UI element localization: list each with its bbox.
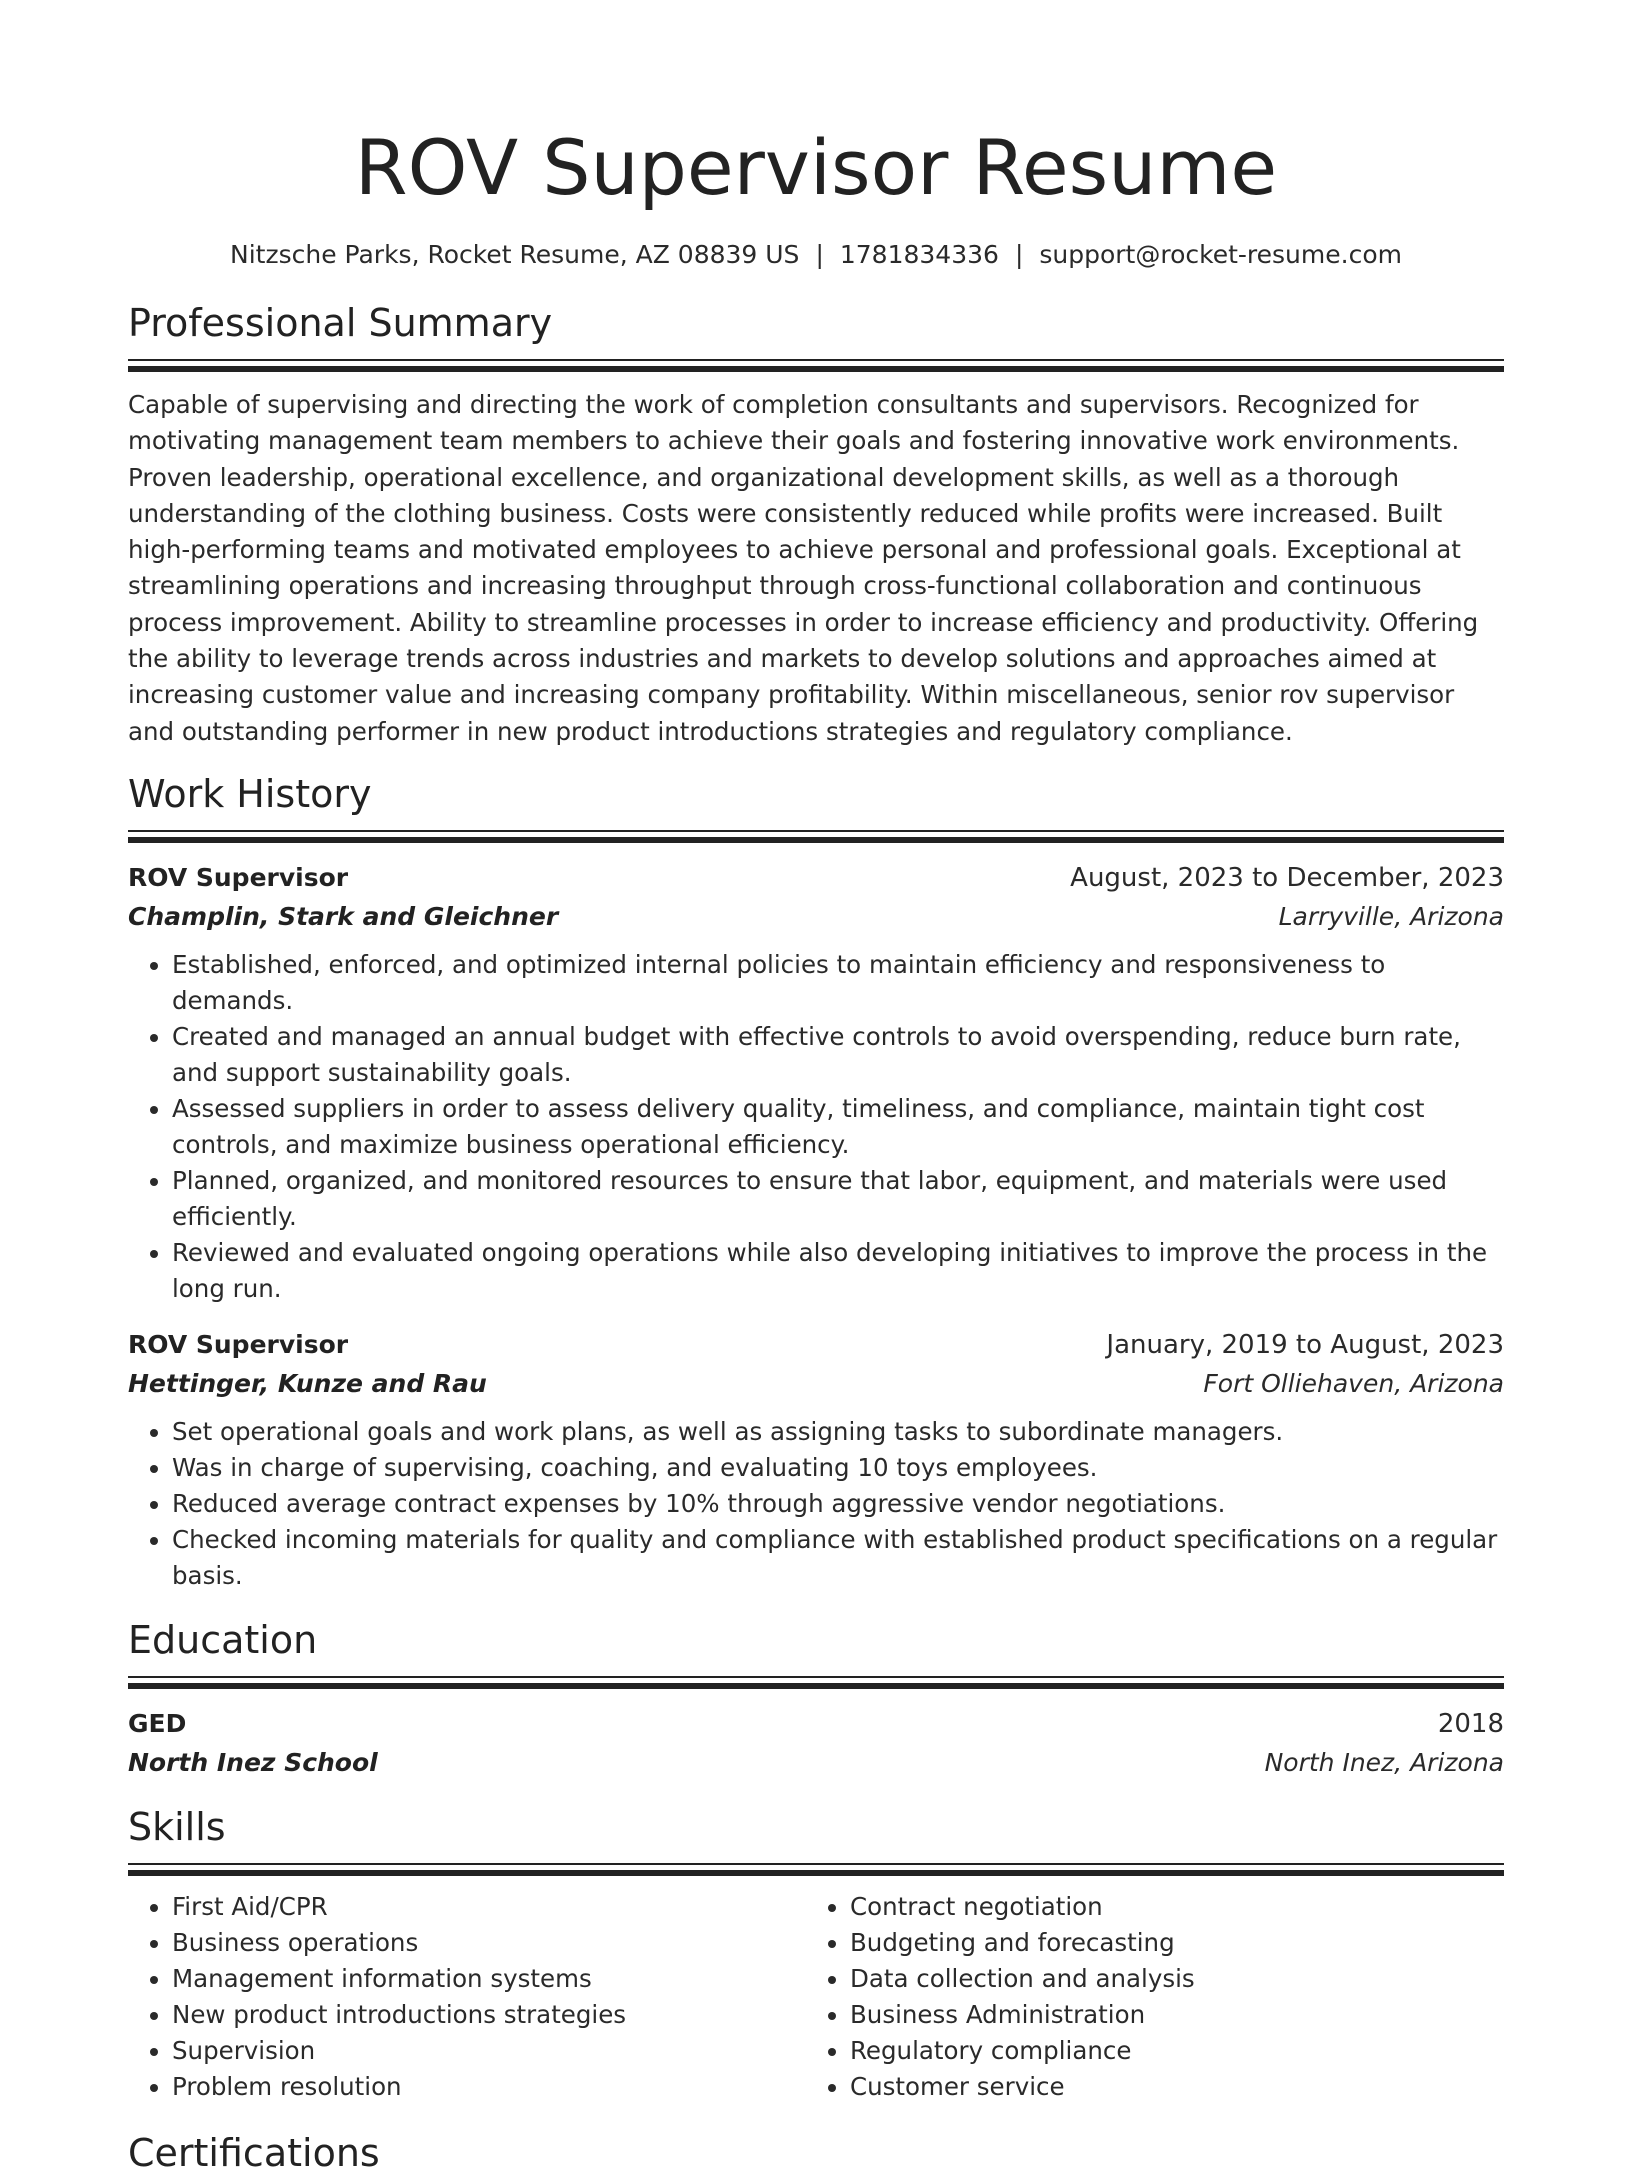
skill-item: • New product introductions strategies — [172, 1997, 806, 2033]
list-item: • Assessed suppliers in order to assess delivery quality, timeliness, and compliance, maintain tight cost controls, and maximize business operational efficiency. — [172, 1091, 1504, 1163]
list-item: • Set operational goals and work plans, as well as assigning tasks to subordinate managers. — [172, 1414, 1504, 1450]
job-title: ROV Supervisor — [128, 1329, 349, 1359]
job-entry — [128, 860, 1504, 1307]
list-item: • Reviewed and evaluated ongoing operations while also developing initiatives to improve the process in the long run. — [172, 1235, 1504, 1307]
job-location: Larryville, Arizona — [1278, 901, 1504, 931]
job-dates: August, 2023 to December, 2023 — [1070, 862, 1504, 893]
section-heading: Professional Summary — [128, 301, 553, 345]
skill-item: • Contract negotiation — [850, 1889, 1484, 1925]
skill-item: • Regulatory compliance — [850, 2033, 1484, 2069]
list-item: • Established, enforced, and optimized internal policies to maintain efficiency and responsiveness to demands. — [172, 947, 1504, 1019]
job-dates: January, 2019 to August, 2023 — [1106, 1329, 1504, 1360]
company-name: Hettinger, Kunze and Rau — [128, 1368, 487, 1398]
skills-column-left — [128, 1889, 806, 2105]
school-location: North Inez, Arizona — [1264, 1747, 1504, 1777]
section-heading: Skills — [128, 1804, 226, 1849]
skills-section — [128, 1803, 1504, 2105]
skill-item: • Budgeting and forecasting — [850, 1925, 1484, 1961]
graduation-year: 2018 — [1437, 1708, 1504, 1739]
contact-address: Nitzsche Parks, Rocket Resume, AZ 08839 US — [230, 240, 800, 269]
skill-item: • Business Administration — [850, 1997, 1484, 2033]
skills-grid — [128, 1889, 1504, 2105]
company-name: Champlin, Stark and Gleichner — [128, 901, 559, 931]
summary-text: Capable of supervising and directing the work of completion consultants and supervisors. Recognized for motivating management team members to achieve their goals and fostering innovative work environments. Proven leadership, operational excellence, and organizational development skills, as well as a thorough understanding of the clothing business. Costs were consistently reduced while profits were increased. Built high-performing teams and motivated employees to achieve personal and professional goals. Exceptional at streamlining operations and increasing throughput through cross-functional collaboration and continuous process improvement. Ability to streamline processes in order to increase efficiency and productivity. Offering the ability to leverage trends across industries and markets to develop solutions and approaches aimed at increasing customer value and increasing company profitability. Within miscellaneous, senior rov supervisor and outstanding performer in new product introductions strategies and regulatory compliance. — [128, 390, 1479, 746]
contact-phone: 1781834336 — [839, 240, 999, 269]
list-item: • Reduced average contract expenses by 10% through aggressive vendor negotiations. — [172, 1486, 1504, 1522]
work-history-section — [128, 770, 1504, 1594]
summary-section — [128, 299, 1504, 750]
contact-separator: | — [1014, 240, 1024, 269]
education-section — [128, 1616, 1504, 1781]
skill-item: • Supervision — [172, 2033, 806, 2069]
job-location: Fort Olliehaven, Arizona — [1203, 1368, 1504, 1398]
skill-item: • Customer service — [850, 2069, 1484, 2105]
resume-page — [128, 0, 1504, 2177]
skill-item: • Business operations — [172, 1925, 806, 1961]
contact-line — [128, 238, 1504, 272]
list-item: • Created and managed an annual budget with effective controls to avoid overspending, reduce burn rate, and support sustainability goals. — [172, 1019, 1504, 1091]
job-entry — [128, 1327, 1504, 1594]
section-heading: Certifications — [128, 2130, 380, 2175]
skills-column-right — [806, 1889, 1484, 2105]
list-item: • Checked incoming materials for quality and compliance with established product specifications on a regular basis. — [172, 1522, 1504, 1594]
section-heading: Work History — [128, 771, 372, 816]
list-item: • Was in charge of supervising, coaching, and evaluating 10 toys employees. — [172, 1450, 1504, 1486]
list-item: • Planned, organized, and monitored resources to ensure that labor, equipment, and materials were used efficiently. — [172, 1163, 1504, 1235]
skill-item: • Data collection and analysis — [850, 1961, 1484, 1997]
resume-title: ROV Supervisor Resume — [354, 123, 1278, 212]
contact-separator: | — [815, 240, 824, 269]
skill-item: • First Aid/CPR — [172, 1889, 806, 1925]
degree: GED — [128, 1708, 187, 1738]
skill-item: • Management information systems — [172, 1961, 806, 1997]
certifications-section — [128, 2129, 1504, 2177]
contact-email: support@rocket-resume.com — [1039, 240, 1402, 269]
job-title: ROV Supervisor — [128, 862, 349, 892]
section-divider — [128, 359, 1504, 373]
section-heading: Education — [128, 1617, 318, 1662]
job-bullets — [128, 1414, 1504, 1594]
section-divider — [128, 1863, 1504, 1877]
school-name: North Inez School — [128, 1747, 378, 1777]
section-divider — [128, 1676, 1504, 1690]
job-bullets — [128, 947, 1504, 1307]
section-divider — [128, 830, 1504, 844]
skill-item: • Problem resolution — [172, 2069, 806, 2105]
